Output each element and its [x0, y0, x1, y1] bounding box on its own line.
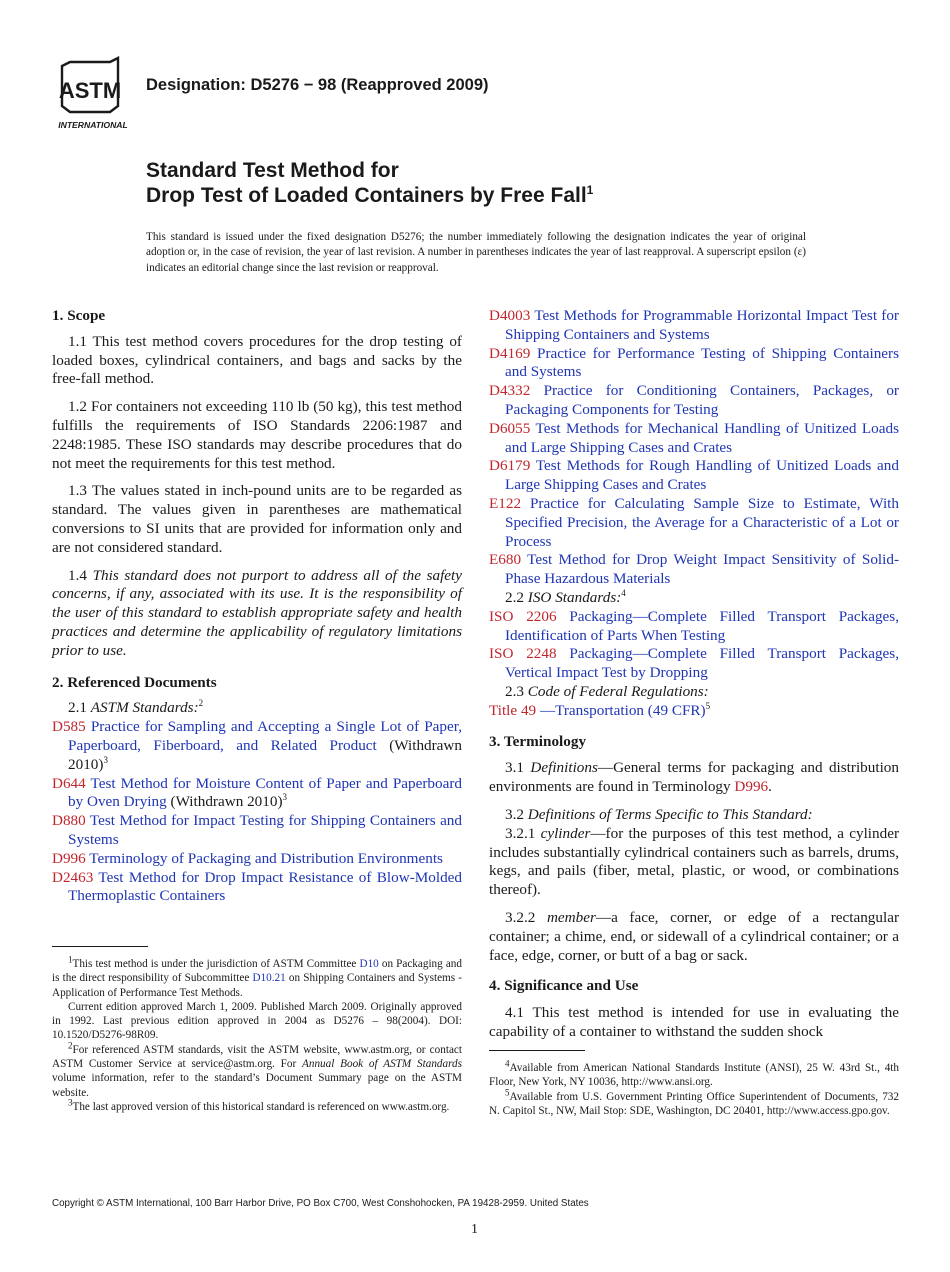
significance-4-1: 4.1 This test method is intended for use in evaluating the capability of a container to withstand the sudden shock [489, 1004, 899, 1040]
reference-item [489, 702, 899, 721]
reference-item [489, 551, 899, 589]
terminology-3-2-2 [489, 909, 899, 965]
reference-item [489, 420, 899, 458]
iso-sup: 4 [621, 587, 626, 598]
footnote-1-mark: 1 [68, 954, 73, 965]
footnote-4 [489, 1058, 899, 1090]
title-line-2-text: Drop Test of Loaded Containers by Free Fall [146, 184, 587, 207]
footnote-1-a: This test method is under the jurisdiction of ASTM Committee [72, 958, 357, 970]
footnote-rule-left [52, 946, 148, 947]
reference-title-link[interactable]: Test Method for Drop Weight Impact Sensitivity of Solid-Phase Hazardous Materials [505, 551, 899, 588]
reference-code-link[interactable]: ISO 2206 [489, 607, 557, 625]
term-3-2-2-num: 3.2.2 [505, 908, 536, 926]
reference-item [52, 812, 462, 850]
cfr-label-text: Code of Federal Regulations: [527, 682, 709, 700]
footnote-3-mark: 3 [68, 1097, 73, 1108]
iso-num: 2.2 [505, 588, 524, 606]
footnote-1 [52, 954, 463, 1000]
reference-code-link[interactable]: E122 [489, 494, 522, 512]
reference-item [52, 869, 462, 907]
terminology-3-1: 3.1 Definitions—General terms for packaging and distribution environments are found in Terminology D996. [489, 759, 899, 796]
footnote-5-mark: 5 [505, 1086, 510, 1097]
term-3-2-label: Definitions of Terms Specific to This Standard: [527, 805, 813, 823]
page-number: 1 [471, 1222, 478, 1237]
reference-code-link[interactable]: D880 [52, 812, 86, 830]
reference-note: (Withdrawn 2010) [170, 793, 283, 811]
scope-1-4-num: 1.4 [68, 566, 87, 584]
reference-note: (Withdrawn 2010) [68, 736, 462, 773]
reference-code-link[interactable]: ISO 2248 [489, 645, 557, 663]
reference-title-link[interactable]: Practice for Performance Testing of Shipping Containers and Systems [505, 344, 899, 381]
title-line-2 [146, 183, 593, 208]
term-3-2-1-term: cylinder [540, 824, 591, 842]
reference-sup: 5 [705, 700, 711, 711]
reference-code-link[interactable]: D644 [52, 774, 86, 792]
reference-sup: 3 [103, 754, 108, 765]
footnote-2-mark: 2 [68, 1040, 73, 1051]
footnote-5-text: Available from U.S. Government Printing Office Superintendent of Documents, 732 N. Capitol St., NW, Mail Stop: SDE, Washington, DC 20401, http://www.access.gpo.gov. [489, 1090, 899, 1117]
term-3-2-2-text: —a face, corner, or edge of a rectangular container; a chime, end, or sidewall of a cylindrical container; or a face, edge, corner, or butt of a bag or sack. [489, 908, 899, 964]
footnotes-left [52, 954, 463, 1114]
reference-item [489, 345, 899, 383]
logo-mark-text: ASTM [58, 78, 122, 103]
reference-title-link[interactable]: Test Methods for Programmable Horizontal Impact Test for Shipping Containers and Systems [505, 307, 899, 343]
reference-title-link[interactable]: Practice for Sampling and Accepting a Single Lot of Paper, Paperboard, Fiberboard, and Related Product [68, 718, 463, 754]
term-3-2-1-text: —for the purposes of this test method, a cylinder includes substantially cylindrical containers such as barrels, drums, kegs, and pails (fiber, metal, plastic, or wood, or combinations thereof). [489, 824, 900, 899]
footnote-1-c: on Shipping Containers and Systems - Application of Performance Test Methods. [52, 972, 463, 999]
cfr-num: 2.3 [505, 682, 524, 700]
copyright-line: Copyright © ASTM International, 100 Barr Harbor Drive, PO Box C700, West Conshohocken, PA 19428-2959. United States [52, 1198, 589, 1209]
terminology-3-2-1 [489, 825, 899, 900]
footnote-1-edition: Current edition approved March 1, 2009. Published March 2009. Originally approved in 1992. Last previous edition approved in 2004 as D5276 – 98(2004). DOI: 10.1520/D5276-98R09. [52, 1000, 462, 1042]
reference-title-link[interactable]: Terminology of Packaging and Distribution Environments [89, 849, 443, 867]
scope-heading: 1. Scope [52, 307, 106, 324]
document-title [146, 158, 593, 208]
footnote-2-b: volume information, refer to the standard’s Document Summary page on the ASTM website. [52, 1072, 462, 1099]
terminology-3-2 [489, 806, 899, 825]
astm-ref-list-left [52, 718, 462, 906]
term-3-1-text: —General terms for packaging and distribution environments are found in Terminology [489, 759, 899, 796]
reference-code-link[interactable]: D4003 [489, 307, 531, 324]
title-footnote-mark: 1 [586, 183, 594, 197]
refdocs-heading: 2. Referenced Documents [52, 673, 217, 691]
left-column [52, 307, 462, 906]
term-3-1-num: 3.1 [505, 759, 524, 777]
reference-title-link[interactable]: Test Methods for Rough Handling of Unitized Loads and Large Shipping Cases and Crates [505, 457, 899, 494]
reference-item [489, 457, 899, 495]
reference-code-link[interactable]: D6179 [489, 457, 531, 475]
scope-1-1: 1.1 This test method covers procedures for the drop testing of loaded boxes, cylindrical containers, and bags and sacks by the free-fall method. [52, 332, 462, 388]
reference-item [489, 608, 899, 646]
reference-code-link[interactable]: D585 [52, 718, 86, 736]
astm-logo [52, 56, 136, 132]
astm-num: 2.1 [68, 699, 87, 717]
astm-ref-list-right [489, 307, 899, 589]
footnote-4-mark: 4 [505, 1058, 510, 1069]
reference-title-link[interactable]: —Transportation (49 CFR) [539, 701, 706, 719]
reference-sup: 3 [282, 792, 288, 803]
reference-title-link[interactable]: Practice for Calculating Sample Size to Estimate, With Specified Precision, the Average for a Characteristic of a Lot or Process [505, 494, 899, 550]
footnote-3-text: The last approved version of this historical standard is referenced on www.astm.org. [72, 1100, 450, 1113]
scope-1-4-text: This standard does not purport to address all of the safety concerns, if any, associated with its use. It is the responsibility of the user of this standard to establish appropriate safety and health practices and determine the applicability of regulatory limitations prior to use. [52, 566, 463, 659]
reference-code-link[interactable]: E680 [489, 551, 522, 569]
reference-title-link[interactable]: Packaging—Complete Filled Transport Packages, Identification of Parts When Testing [505, 607, 900, 644]
term-3-1-term: Definitions [530, 759, 598, 777]
title-line-1: Standard Test Method for [146, 159, 399, 182]
footnotes-right [489, 1058, 899, 1118]
reference-item [489, 645, 899, 683]
reference-item [52, 775, 462, 813]
terminology-heading: 3. Terminology [489, 732, 587, 750]
scope-1-3: 1.3 The values stated in inch-pound units are to be regarded as standard. The values given in parentheses are mathematical conversions to SI units that are provided for information only and are not considered standard. [52, 482, 462, 556]
footnote-2-a: For referenced ASTM standards, visit the ASTM website, www.astm.org, or contact ASTM Customer Service at service@astm.org. For [52, 1043, 462, 1071]
astm-logo-icon [52, 56, 136, 132]
reference-code-link[interactable]: D996 [52, 849, 86, 867]
scope-1-4 [52, 567, 462, 661]
footnote-2 [52, 1040, 462, 1100]
significance-heading: 4. Significance and Use [489, 977, 639, 995]
footnote-4-text: Available from American National Standards Institute (ANSI), 25 W. 43rd St., 4th Floor, New York, NY 10036, http://www.ansi.org. [489, 1062, 899, 1089]
reference-item [489, 495, 899, 551]
term-3-2-2-term: member [546, 908, 596, 926]
term-3-2-num: 3.2 [505, 805, 524, 823]
reference-title-link[interactable]: Test Method for Drop Impact Resistance of Blow-Molded Thermoplastic Containers [68, 868, 462, 905]
reference-title-link[interactable]: Packaging—Complete Filled Transport Packages, Vertical Impact Test by Dropping [505, 645, 900, 682]
footnote-1-b: on Packaging and is the direct responsibility of Subcommittee [52, 958, 462, 985]
reference-title-link[interactable]: Test Method for Moisture Content of Paper and Paperboard by Oven Drying [68, 774, 462, 811]
footnote-3 [52, 1097, 462, 1114]
reference-item [52, 850, 462, 869]
logo-subtext: INTERNATIONAL [58, 120, 128, 130]
astm-label: ASTM Standards: [90, 699, 199, 717]
issued-note: This standard is issued under the fixed designation D5276; the number immediately following the designation indicates the year of original adoption or, in the case of revision, the year of last revision. A number in parentheses indicates the year of last reapproval. A superscript epsilon (ε) indicates an editorial change since the last revision or reapproval. [146, 231, 806, 274]
reference-title-link[interactable]: Test Methods for Mechanical Handling of Unitized Loads and Large Shipping Cases and Crates [505, 419, 899, 456]
right-column [489, 307, 899, 1042]
subcommittee-d10-21-link[interactable]: D10.21 [252, 972, 286, 985]
footnote-5 [489, 1086, 899, 1119]
astm-standards-label [52, 699, 462, 718]
reference-item [489, 382, 899, 420]
cfr-label [489, 683, 899, 702]
committee-d10-link[interactable]: D10 [359, 958, 379, 970]
reference-code-link[interactable]: Title 49 [489, 701, 537, 719]
terminology-d996-link[interactable]: D996 [734, 778, 769, 796]
footnote-2-italic: Annual Book of ASTM Standards [302, 1058, 462, 1071]
reference-code-link[interactable]: D4169 [489, 344, 531, 362]
scope-1-2: 1.2 For containers not exceeding 110 lb (50 kg), this test method fulfills the requirements of ISO Standards 2206:1987 and 2248:1985. These ISO standards may describe procedures that do not meet the requirements for this test method. [52, 398, 462, 472]
iso-standards-label [489, 589, 899, 608]
designation: Designation: D5276 − 98 (Reapproved 2009) [146, 76, 489, 94]
footnote-rule-right [489, 1050, 585, 1051]
astm-sup: 2 [198, 698, 204, 709]
reference-code-link[interactable]: D6055 [489, 419, 531, 437]
iso-label: ISO Standards: [527, 588, 622, 606]
reference-title-link[interactable]: Test Method for Impact Testing for Shipping Containers and Systems [68, 812, 462, 848]
term-3-2-1-num: 3.2.1 [505, 824, 536, 842]
reference-code-link[interactable]: D2463 [52, 868, 94, 886]
reference-code-link[interactable]: D4332 [489, 382, 531, 400]
reference-item [52, 718, 462, 774]
reference-item [489, 307, 899, 345]
reference-title-link[interactable]: Practice for Conditioning Containers, Packages, or Packaging Components for Testing [505, 382, 899, 418]
